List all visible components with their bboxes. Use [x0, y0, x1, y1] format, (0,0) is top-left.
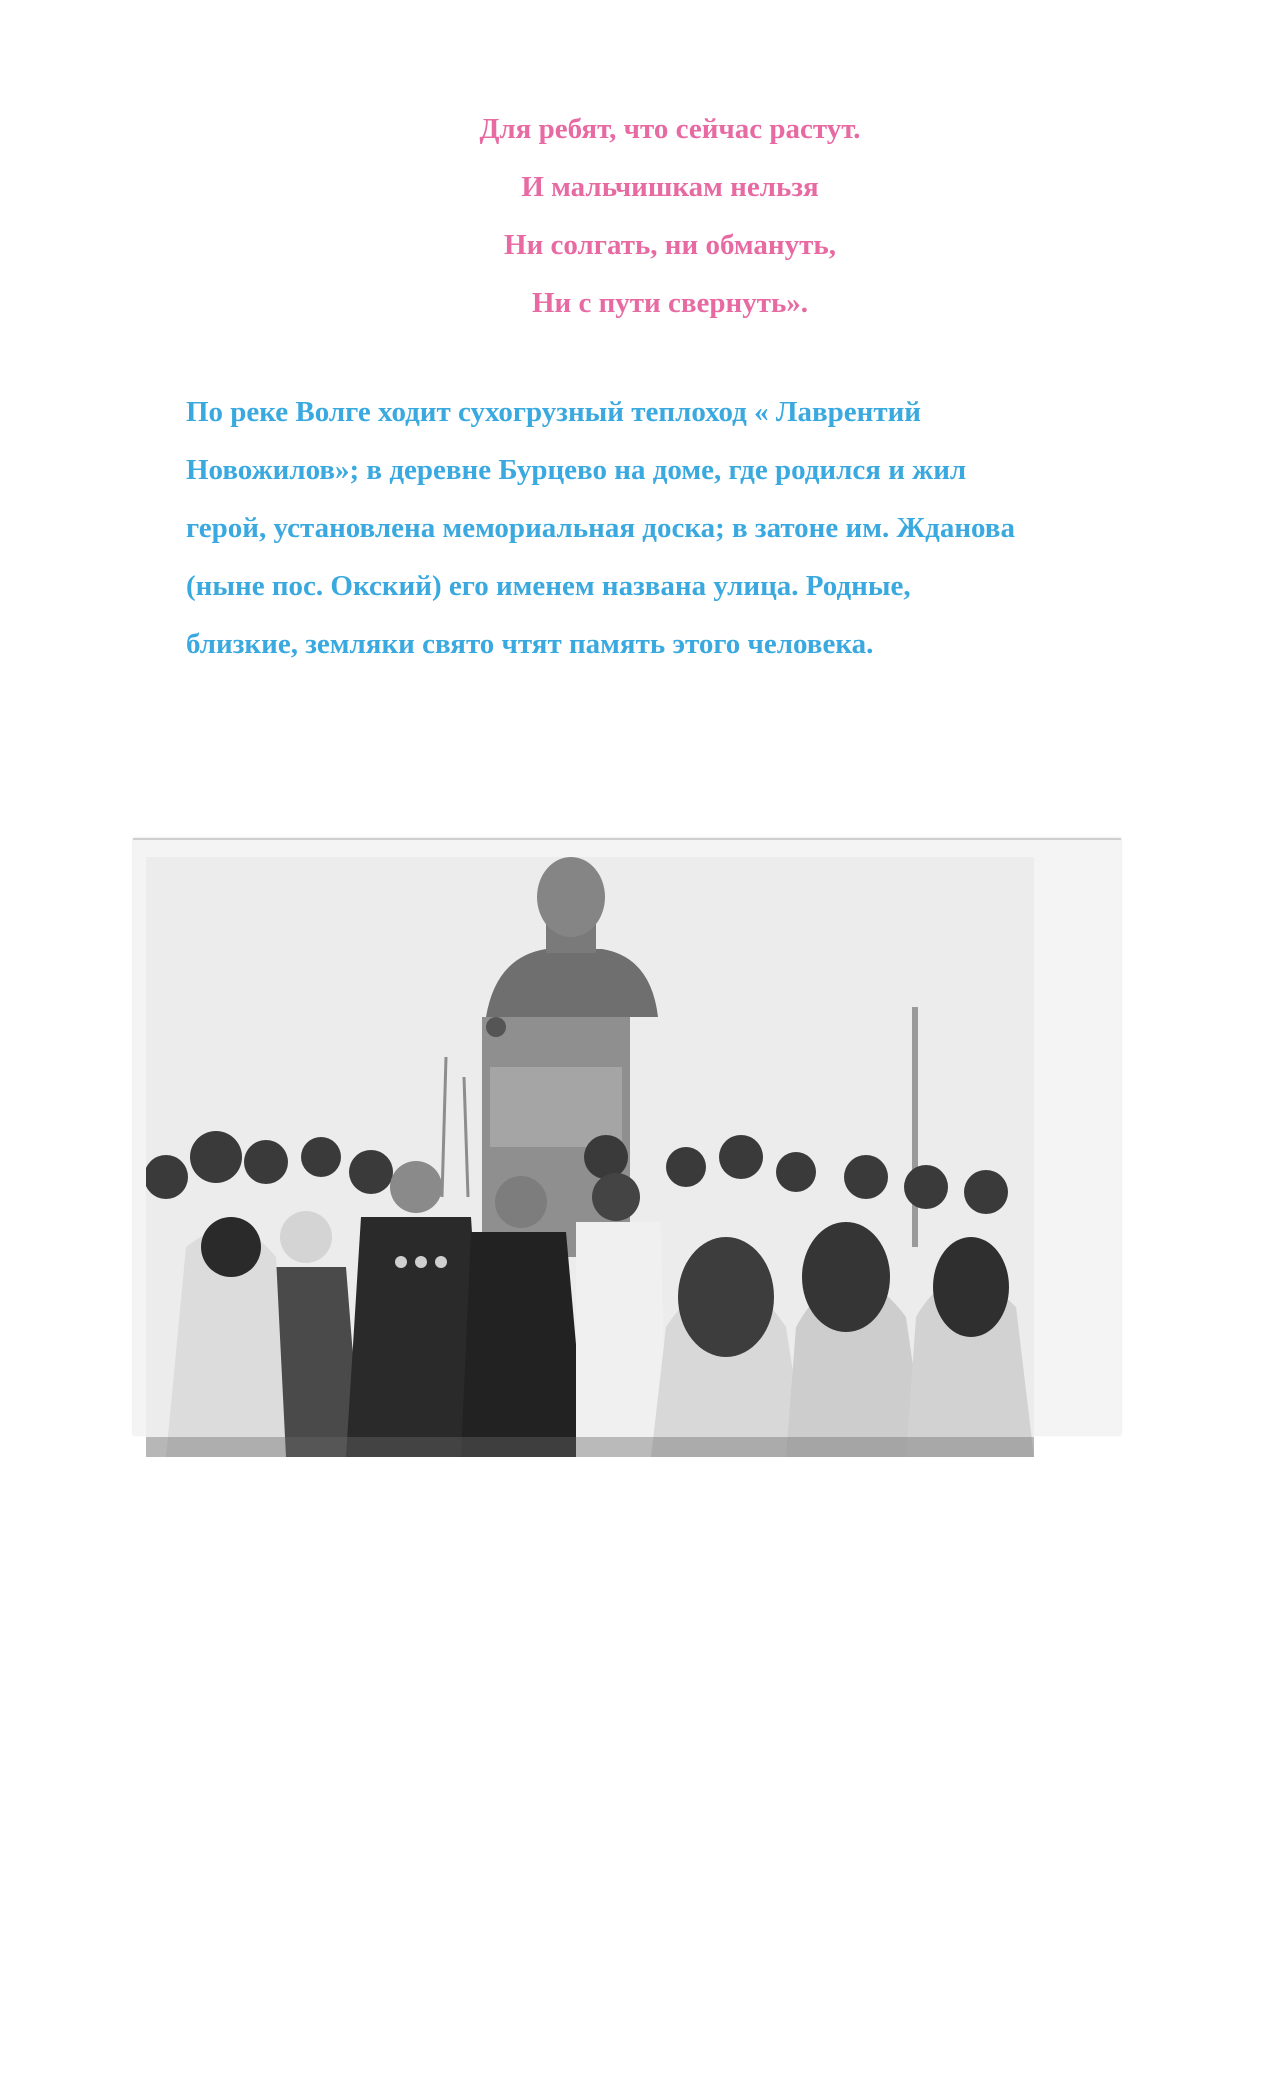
- prose-line: герой, установлена мемориальная доска; в затоне им. Жданова: [186, 512, 1015, 544]
- prose-line: По реке Волге ходит сухогрузный теплоход « Лаврентий: [186, 396, 921, 428]
- poem-line: Ни солгать, ни обмануть,: [504, 229, 836, 261]
- prose-line: Новожилов»; в деревне Бурцево на доме, где родился и жил: [186, 454, 967, 486]
- monument-group-photo: [146, 857, 1034, 1457]
- prose-paragraph: [186, 383, 1186, 673]
- photo-illustration: [146, 857, 1034, 1457]
- poem-line: Ни с пути свернуть».: [531, 287, 809, 319]
- poem-line: Для ребят, что сейчас растут.: [479, 113, 861, 145]
- prose-line: (ныне пос. Окский) его именем названа улица. Родные,: [186, 570, 911, 602]
- prose-line: близкие, земляки свято чтят память этого человека.: [186, 628, 874, 660]
- poem-block: [0, 100, 1275, 332]
- poem-line: И мальчишкам нельзя: [521, 171, 819, 203]
